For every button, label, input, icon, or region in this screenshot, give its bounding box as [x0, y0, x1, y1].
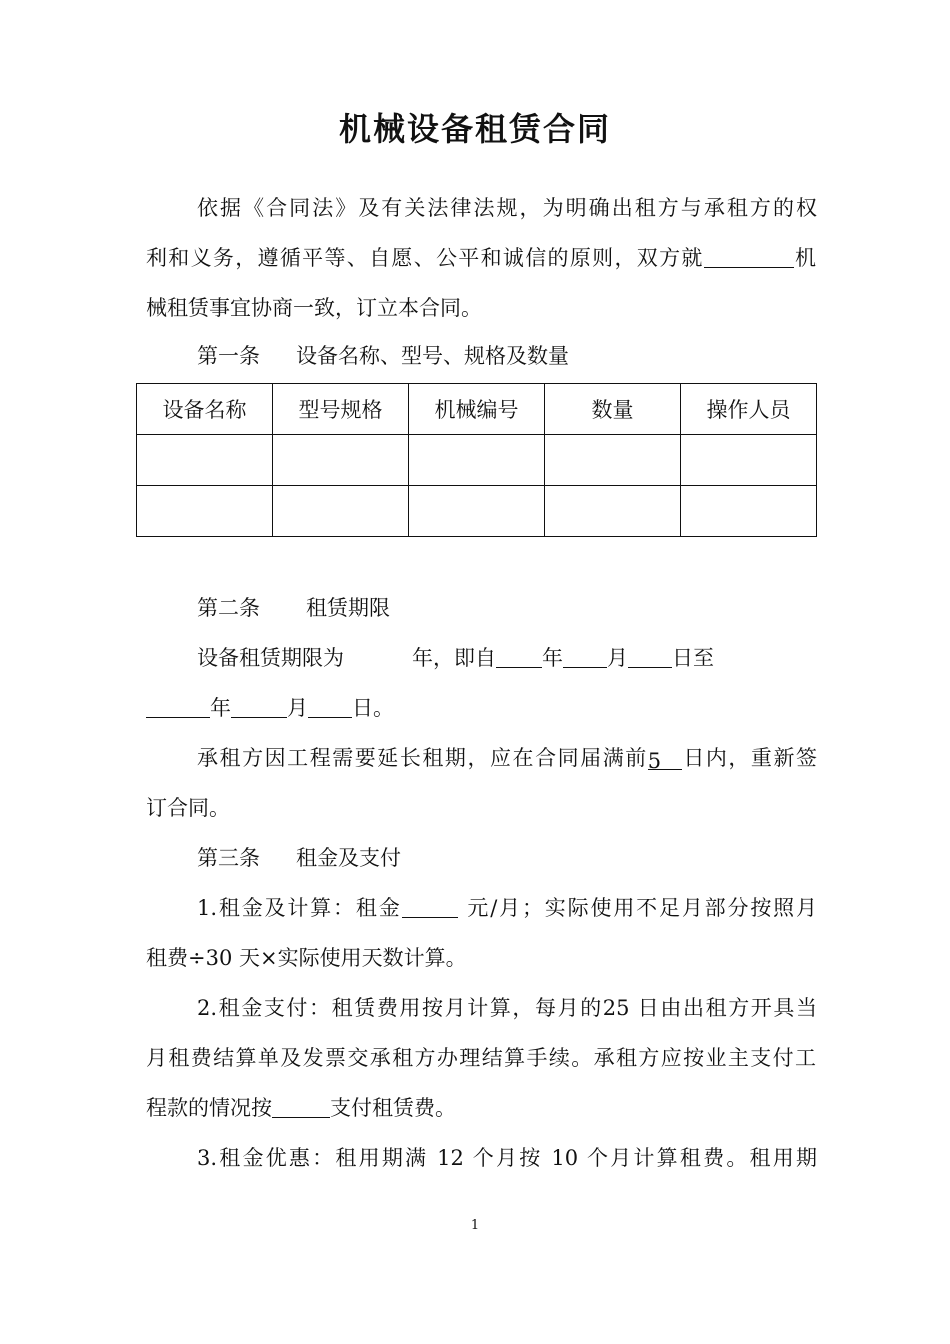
rent-payment-text-tail: 支付租赁费。: [330, 1096, 456, 1120]
table-row: [137, 486, 817, 537]
article-1-label: 第一条: [197, 344, 260, 368]
lease-period-prefix: 设备租赁期限为: [197, 646, 344, 670]
article-3-title: 租金及支付: [296, 846, 401, 870]
month-label: 月: [287, 696, 308, 720]
rent-discount-line-1: 3.租金优惠：租用期满 12 个月按 10 个月计算租费。租用期: [197, 1146, 817, 1170]
month-label: 月: [607, 646, 628, 670]
page-number: 1: [470, 1218, 480, 1233]
start-month-blank[interactable]: [563, 643, 607, 668]
rent-calc-line-2: 租费÷30 天×实际使用天数计算。: [146, 946, 467, 970]
day-to-label: 日至: [672, 646, 714, 670]
table-cell[interactable]: [273, 435, 409, 486]
table-header-cell: 设备名称: [137, 384, 273, 435]
intro-line-1: 依据《合同法》及有关法律法规，为明确出租方与承租方的权: [197, 196, 817, 220]
table-cell[interactable]: [409, 435, 545, 486]
intro-line-2-text: 利和义务，遵循平等、自愿、公平和诚信的原则，双方就: [146, 246, 704, 270]
year-label: 年: [542, 646, 563, 670]
table-header-cell: 机械编号: [409, 384, 545, 435]
monthly-rent-blank[interactable]: [402, 893, 458, 918]
article-3-label: 第三条: [197, 846, 260, 870]
end-year-blank[interactable]: [146, 693, 210, 718]
table-cell[interactable]: [681, 486, 817, 537]
table-cell[interactable]: [137, 435, 273, 486]
article-1-heading: [197, 340, 817, 372]
article-3-heading: [197, 842, 817, 874]
machine-name-blank[interactable]: [704, 243, 794, 268]
extension-days-blank[interactable]: 5: [648, 745, 682, 770]
table-header-cell: 操作人员: [681, 384, 817, 435]
rent-calc-text: 1.租金及计算：租金: [197, 896, 402, 920]
extension-line-2: 订合同。: [146, 796, 230, 820]
table-cell[interactable]: [137, 486, 273, 537]
start-year-blank[interactable]: [496, 643, 542, 668]
rent-payment-line-1: 2.租金支付：租赁费用按月计算，每月的25 日由出租方开具当: [197, 996, 817, 1020]
year-label: 年: [210, 696, 231, 720]
table-cell[interactable]: [545, 435, 681, 486]
lease-period-line-1: [197, 642, 817, 674]
table-header-cell: 型号规格: [273, 384, 409, 435]
document-title: 机械设备租赁合同: [338, 110, 611, 148]
intro-line-2: [146, 242, 816, 274]
table-header-row: [137, 384, 817, 435]
lease-years-word: 年，即自: [412, 646, 496, 670]
end-month-blank[interactable]: [231, 693, 287, 718]
rent-payment-text: 程款的情况按: [146, 1096, 272, 1120]
intro-line-2-tail: 机: [793, 246, 817, 270]
end-day-blank[interactable]: [308, 693, 352, 718]
lease-period-line-2: [146, 692, 816, 724]
article-2-title: 租赁期限: [306, 596, 390, 620]
rent-calc-line-1: [197, 892, 817, 924]
table-header-cell: 数量: [545, 384, 681, 435]
rent-payment-line-2: 月租费结算单及发票交承租方办理结算手续。承租方应按业主支付工: [146, 1046, 816, 1070]
article-1-title: 设备名称、型号、规格及数量: [296, 344, 569, 368]
extension-text: 承租方因工程需要延长租期，应在合同届满前: [197, 746, 648, 770]
table-cell[interactable]: [545, 486, 681, 537]
extension-line-1: [197, 742, 817, 774]
table-cell[interactable]: [273, 486, 409, 537]
rent-payment-line-3: [146, 1092, 816, 1124]
rent-calc-text-tail: 元/月；实际使用不足月部分按照月: [465, 896, 817, 920]
table-cell[interactable]: [681, 435, 817, 486]
table-row: [137, 435, 817, 486]
extension-text-tail: 日内，重新签: [681, 746, 818, 770]
payment-ratio-blank[interactable]: [272, 1093, 330, 1118]
day-end-label: 日。: [352, 696, 394, 720]
equipment-table: [136, 383, 817, 537]
intro-line-3: 械租赁事宜协商一致，订立本合同。: [146, 296, 482, 320]
article-2-heading: [197, 592, 817, 624]
start-day-blank[interactable]: [628, 643, 672, 668]
article-2-label: 第二条: [197, 596, 260, 620]
table-cell[interactable]: [409, 486, 545, 537]
